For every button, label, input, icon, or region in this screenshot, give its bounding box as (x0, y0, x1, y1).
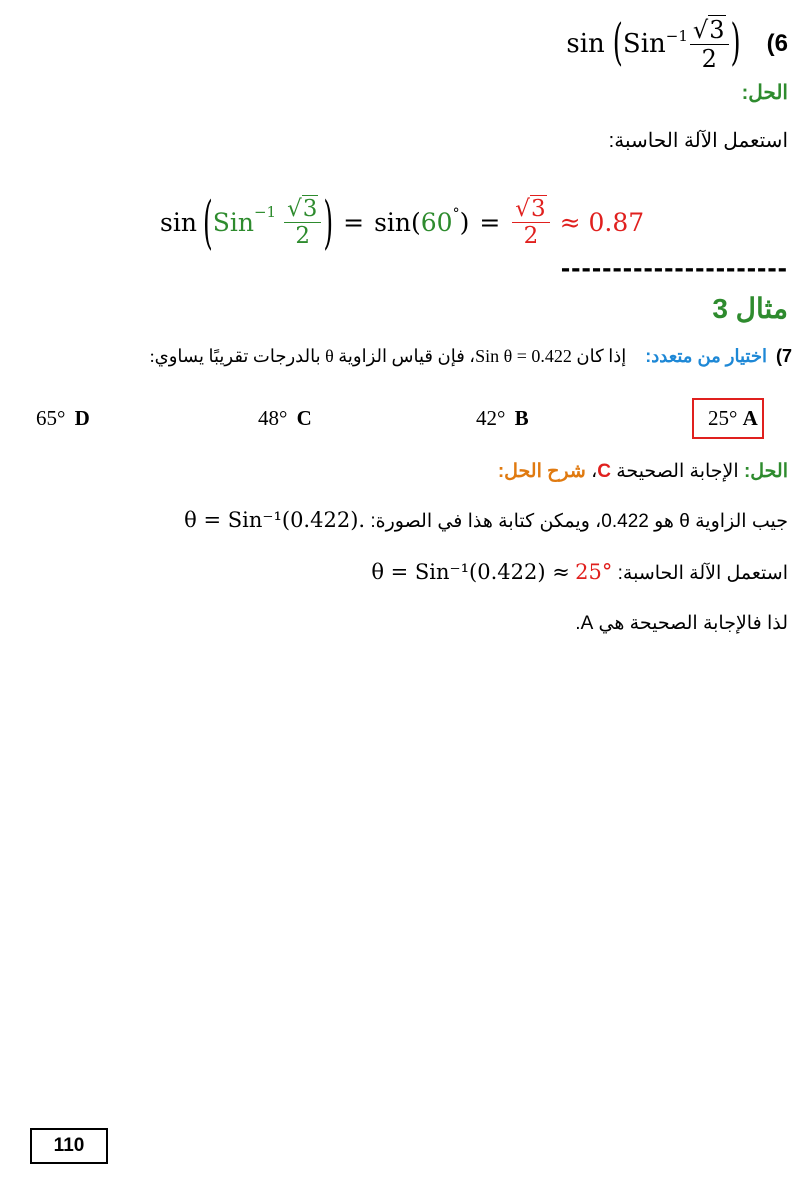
explanation-2-formula: θ = Sin⁻¹(0.422) ≈ (371, 560, 570, 584)
choice-c[interactable] (258, 406, 312, 431)
choice-a-letter: A (742, 406, 758, 430)
q7-number: 7) (775, 346, 792, 366)
sqrt3-over-2 (690, 16, 729, 73)
eq-sin: sin (160, 207, 197, 237)
answer-line (498, 460, 788, 483)
open-paren: ( (612, 15, 623, 73)
choice-a-value: 25° (708, 406, 738, 430)
eq-close: ) (459, 207, 470, 237)
explanation-2-math (371, 560, 613, 584)
q7-type-label: اختيار من متعدد: (645, 346, 767, 366)
eq-inverse-exp: −1 (253, 203, 277, 221)
eq-result-sqrt-arg: 3 (530, 195, 546, 222)
choice-a[interactable] (692, 398, 764, 439)
choice-d[interactable] (36, 406, 90, 431)
eq-equals-1: = (343, 207, 365, 237)
answer-letter: C (597, 461, 611, 482)
eq-result-sqrt-symbol: √ (515, 195, 530, 222)
choice-b-letter: B (514, 406, 529, 430)
eq-sqrt-arg: 3 (302, 195, 318, 222)
question-7 (150, 346, 792, 367)
choice-d-letter: D (74, 406, 90, 430)
choice-b[interactable] (476, 406, 529, 431)
eq-denominator: 2 (284, 222, 321, 249)
q7-text: إذا كان Sin θ = 0.422، فإن قياس الزاوية θ بالدرجات تقريبًا يساوي: (149, 346, 627, 366)
sin-fn: sin (566, 29, 605, 59)
sqrt-arg: 3 (709, 15, 725, 44)
problem-number: (6 (766, 30, 788, 57)
eq-result-fraction (512, 196, 549, 249)
answer-sol-label: الحل: (743, 461, 788, 482)
choice-d-value: 65° (36, 406, 66, 430)
eq-approx: ≈ 0.87 (559, 207, 645, 237)
answer-text: الإجابة الصحيحة (616, 461, 739, 482)
eq-close-paren: ) (323, 188, 334, 256)
explanation-1-formula: θ = Sin⁻¹(0.422). (184, 508, 366, 532)
eq-deg60: 60 (420, 207, 453, 237)
problem-6-math (566, 16, 740, 73)
answer-comma: ، (591, 461, 598, 482)
eq-sin60: sin( (374, 207, 421, 237)
divider: ---------------------- (560, 252, 788, 283)
eq-degree-mark: ° (452, 206, 460, 222)
choice-b-value: 42° (476, 406, 506, 430)
explanation-2 (371, 560, 788, 585)
page-number: 110 (30, 1128, 108, 1164)
eq-equals-2: = (479, 207, 501, 237)
eq-arcsin: Sin (212, 207, 254, 237)
calc-instruction: استعمل الآلة الحاسبة: (608, 130, 788, 152)
choices (0, 406, 800, 446)
explanation-2-text: استعمل الآلة الحاسبة: (617, 563, 788, 584)
denominator: 2 (690, 44, 729, 73)
example-title: مثال 3 (712, 293, 788, 324)
close-paren: ) (730, 15, 741, 73)
problem-6-expression (566, 14, 788, 74)
explanation-1 (184, 508, 788, 533)
eq-sqrt-symbol: √ (287, 195, 302, 222)
arcsin-fn: Sin (622, 29, 666, 59)
inverse-exponent: −1 (665, 27, 688, 45)
eq-open-paren: ( (202, 188, 213, 256)
conclusion: لذا فالإجابة الصحيحة هي A. (575, 613, 788, 634)
explanation-1-text: جيب الزاوية θ هو 0.422، ويمكن كتابة هذا في الصورة: (370, 511, 788, 532)
solution-label: الحل: (741, 82, 788, 104)
eq-result-denominator: 2 (512, 222, 549, 249)
sqrt-symbol: √ (692, 15, 709, 44)
eq-sqrt3-over-2 (284, 196, 321, 249)
choice-c-value: 48° (258, 406, 288, 430)
answer-explain-label: شرح الحل: (497, 461, 586, 482)
main-equation (160, 182, 644, 262)
choice-c-letter: C (296, 406, 312, 430)
explanation-2-result: 25° (575, 560, 613, 584)
